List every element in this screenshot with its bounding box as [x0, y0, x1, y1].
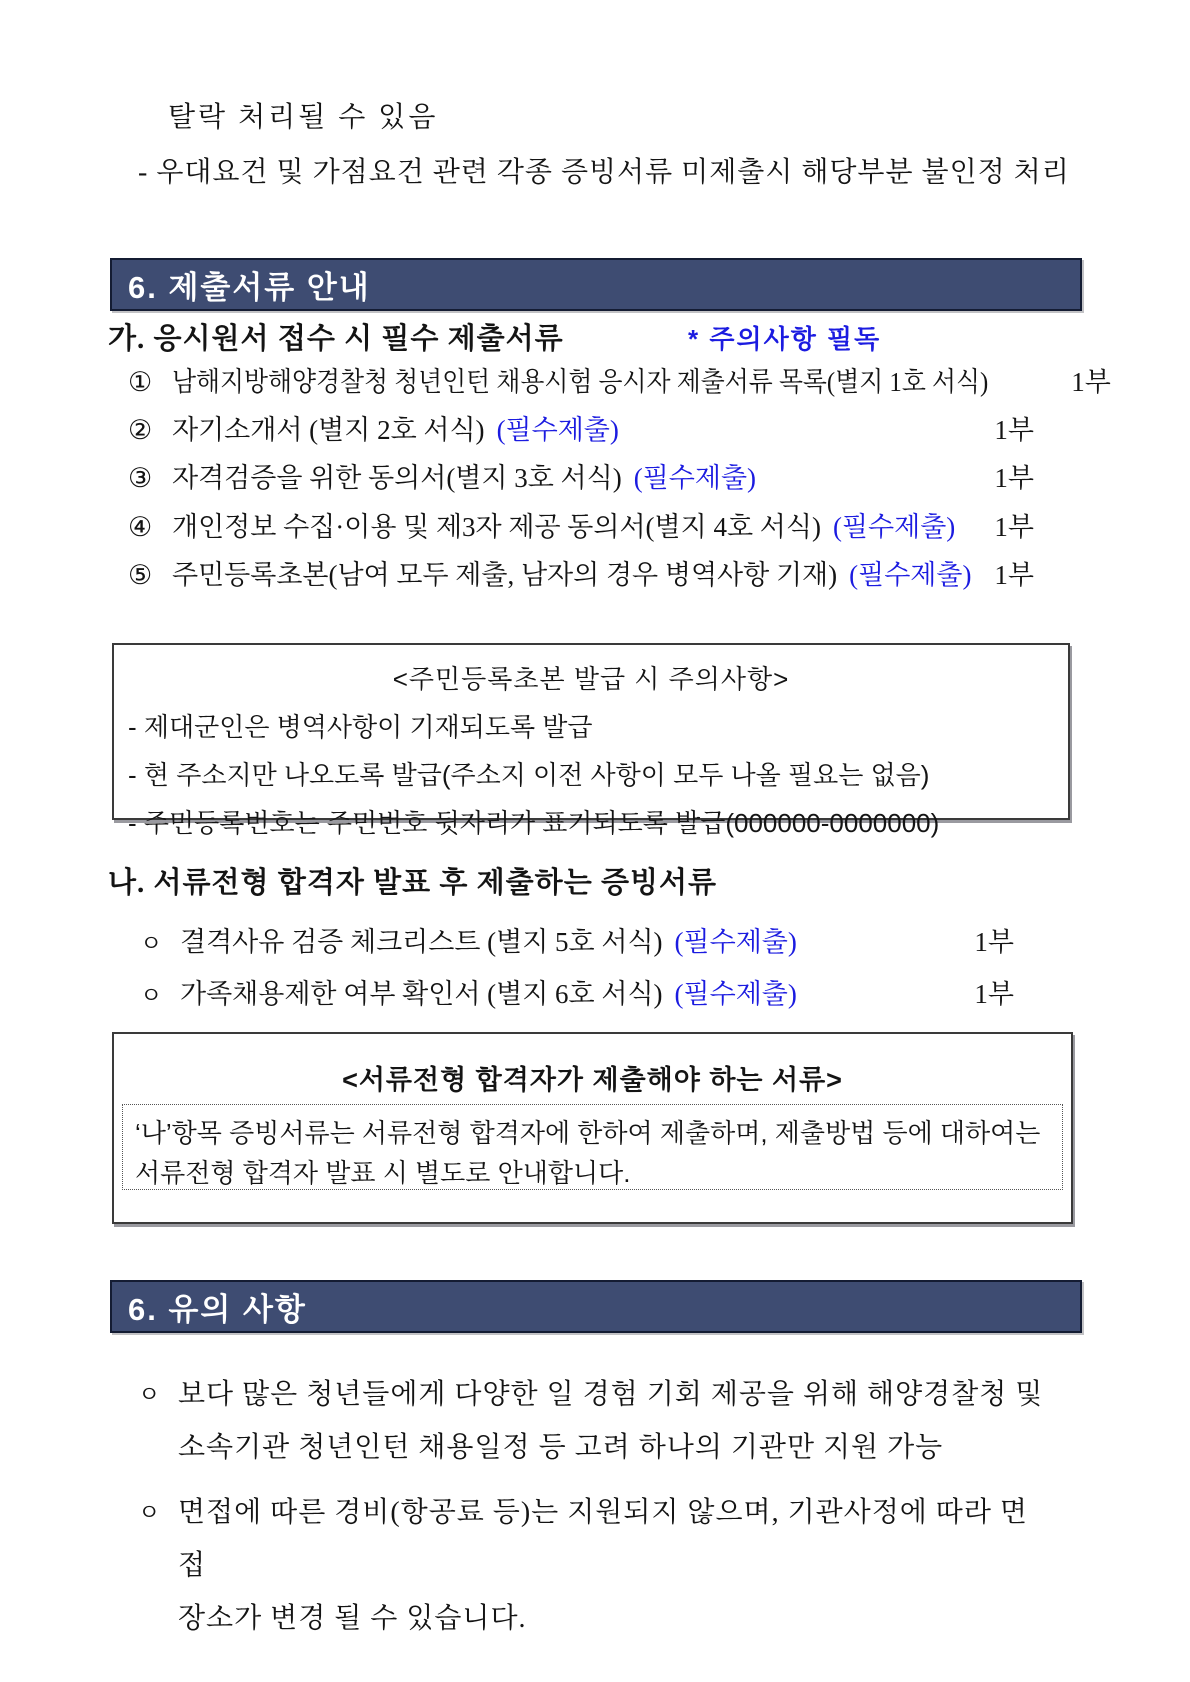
- item-bullet-icon: ㅇ: [140, 983, 163, 1008]
- bullet-text-line: 장소가 변경 될 수 있습니다.: [178, 1603, 527, 1634]
- subsection-b-title: [108, 860, 717, 901]
- subsection-b-title-text: 나. 서류전형 합격자 발표 후 제출하는 증빙서류: [108, 867, 718, 899]
- bullet-marker-icon: ㅇ: [138, 1500, 162, 1525]
- section-header-caution: [110, 1280, 1082, 1333]
- item-text: 자기소개서 (별지 2호 서식): [172, 415, 485, 445]
- section-header-submission-label: 6. 제출서류 안내: [128, 270, 371, 305]
- item-text: 남해지방해양경찰청 청년인턴 채용시험 응시자 제출서류 목록(별지 1호 서식): [172, 367, 989, 397]
- item-required-label: (필수제출): [496, 415, 619, 445]
- item-required-label: (필수제출): [674, 927, 797, 957]
- item-copies: 1부: [994, 415, 1034, 445]
- item-text: 자격검증을 위한 동의서(별지 3호 서식): [172, 463, 622, 493]
- subsection-a-caution-note: * 주의사항 필독: [688, 324, 882, 354]
- item-text: 결격사유 검증 체크리스트 (별지 5호 서식): [180, 927, 663, 957]
- intro-line: 탈락 처리될 수 있음: [168, 102, 439, 133]
- pass-documents-box: [112, 1032, 1073, 1224]
- required-doc-item-5: [128, 553, 1034, 592]
- residence-register-notice-box: [112, 643, 1070, 838]
- bullet-text-line: 면접에 따른 경비(항공료 등)는 지원되지 않으며, 기관사정에 따라 면접: [178, 1497, 1028, 1581]
- item-number-icon: ①: [128, 367, 153, 397]
- section-header-caution-label: 6. 유의 사항: [128, 1292, 307, 1327]
- caution-bullet-2: [138, 1486, 1046, 1645]
- item-number-icon: ⑤: [128, 560, 153, 590]
- pass-box-line: 서류전형 합격자 발표 시 별도로 안내합니다.: [135, 1158, 631, 1188]
- pass-box-line: ‘나’항목 증빙서류는 서류전형 합격자에 한하여 제출하며, 제출방법 등에 대하여는: [135, 1118, 1041, 1148]
- section-header-submission: [110, 258, 1082, 311]
- item-text: 개인정보 수집·이용 및 제3자 제공 동의서(별지 4호 서식): [172, 512, 821, 542]
- proof-doc-item-2: [140, 972, 1014, 1011]
- item-copies: 1부: [974, 927, 1014, 957]
- item-required-label: (필수제출): [832, 512, 956, 542]
- notice-box-line: - 현 주소지만 나오도록 발급(주소지 이전 사항이 모두 나올 필요는 없음): [128, 760, 930, 790]
- item-copies: 1부: [994, 512, 1034, 542]
- item-number-icon: ④: [128, 512, 153, 542]
- bullet-text-line: 소속기관 청년인턴 채용일정 등 고려 하나의 기관만 지원 가능: [178, 1432, 944, 1463]
- bullet-text: [178, 1368, 1043, 1474]
- item-number-icon: ③: [128, 463, 153, 493]
- notice-box-title: <주민등록초본 발급 시 주의사항>: [392, 664, 790, 694]
- notice-box-line: - 제대군인은 병역사항이 기재되도록 발급: [128, 712, 593, 742]
- intro-dash-line: - 우대요건 및 가점요건 관련 각종 증빙서류 미제출시 해당부분 불인정 처리: [138, 157, 1070, 188]
- pass-box-inner-note: [122, 1104, 1063, 1190]
- required-doc-item-2: [128, 408, 1034, 447]
- bullet-text-line: 보다 많은 청년들에게 다양한 일 경험 기회 제공을 위해 해양경찰청 및: [178, 1379, 1044, 1410]
- bullet-marker-icon: ㅇ: [138, 1382, 162, 1407]
- notice-box-line: - 주민등록번호는 주민번호 뒷자리가 표기되도록 발급(000000-0000000): [128, 808, 940, 838]
- bullet-text: [178, 1486, 1046, 1645]
- item-copies: 1부: [994, 560, 1034, 590]
- subsection-a-title: [108, 316, 1082, 357]
- required-doc-item-3: [128, 456, 1034, 495]
- subsection-a-title-text: 가. 응시원서 접수 시 필수 제출서류: [108, 323, 564, 355]
- required-doc-item-1: [128, 360, 1111, 399]
- item-required-label: (필수제출): [633, 463, 757, 493]
- item-bullet-icon: ㅇ: [140, 931, 163, 956]
- pass-box-title: <서류전형 합격자가 제출해야 하는 서류>: [342, 1065, 843, 1095]
- item-text: 가족채용제한 여부 확인서 (별지 6호 서식): [180, 979, 663, 1009]
- item-text: 주민등록초본(남여 모두 제출, 남자의 경우 병역사항 기재): [172, 560, 838, 590]
- item-required-label: (필수제출): [674, 979, 797, 1009]
- required-doc-item-4: [128, 505, 1034, 544]
- proof-doc-item-1: [140, 920, 1014, 959]
- item-copies: 1부: [1071, 367, 1111, 397]
- item-copies: 1부: [994, 463, 1034, 493]
- caution-bullet-1: [138, 1368, 1046, 1474]
- item-copies: 1부: [974, 979, 1014, 1009]
- item-number-icon: ②: [128, 415, 153, 445]
- item-required-label: (필수제출): [849, 560, 972, 590]
